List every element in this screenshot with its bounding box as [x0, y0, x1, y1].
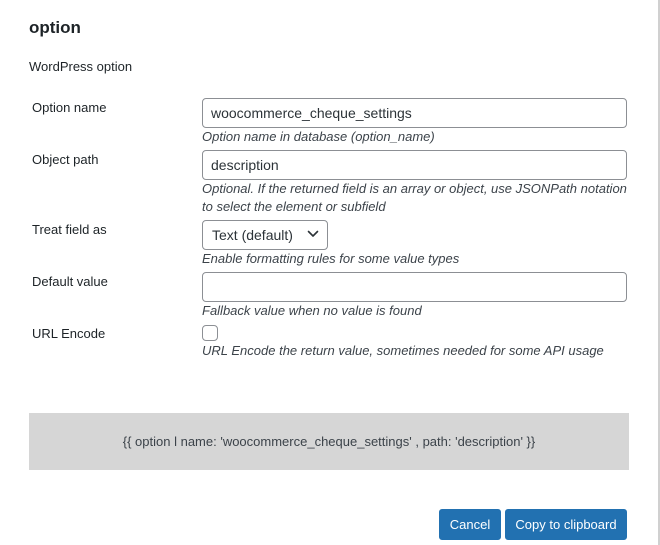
url-encode-label: URL Encode	[32, 326, 106, 341]
object-path-input[interactable]	[202, 150, 627, 180]
object-path-description-line1: Optional. If the returned field is an array or object, use JSONPath notation	[202, 181, 627, 196]
treat-field-as-description: Enable formatting rules for some value types	[202, 251, 460, 266]
treat-field-as-select[interactable]	[202, 220, 328, 250]
copy-to-clipboard-button[interactable]: Copy to clipboard	[505, 509, 627, 540]
default-value-label: Default value	[32, 274, 108, 289]
dialog-subtitle: WordPress option	[29, 59, 133, 74]
shortcode-preview-text: {{ option l name: 'woocommerce_cheque_settings' , path: 'description' }}	[122, 434, 536, 449]
chevron-down-icon	[307, 230, 319, 238]
shortcode-preview	[29, 413, 629, 470]
url-encode-checkbox[interactable]	[202, 325, 218, 341]
url-encode-description: URL Encode the return value, sometimes needed for some API usage	[202, 343, 604, 358]
option-name-description: Option name in database (option_name)	[202, 129, 435, 144]
option-name-input[interactable]	[202, 98, 627, 128]
treat-field-as-label: Treat field as	[32, 222, 107, 237]
dialog-title: option	[29, 18, 81, 37]
treat-field-as-selected-value: Text (default)	[212, 227, 293, 243]
cancel-button[interactable]: Cancel	[439, 509, 501, 540]
option-name-label: Option name	[32, 100, 107, 115]
object-path-description-line2: to select the element or subfield	[202, 199, 386, 214]
object-path-label: Object path	[32, 152, 99, 167]
default-value-input[interactable]	[202, 272, 627, 302]
default-value-description: Fallback value when no value is found	[202, 303, 422, 318]
